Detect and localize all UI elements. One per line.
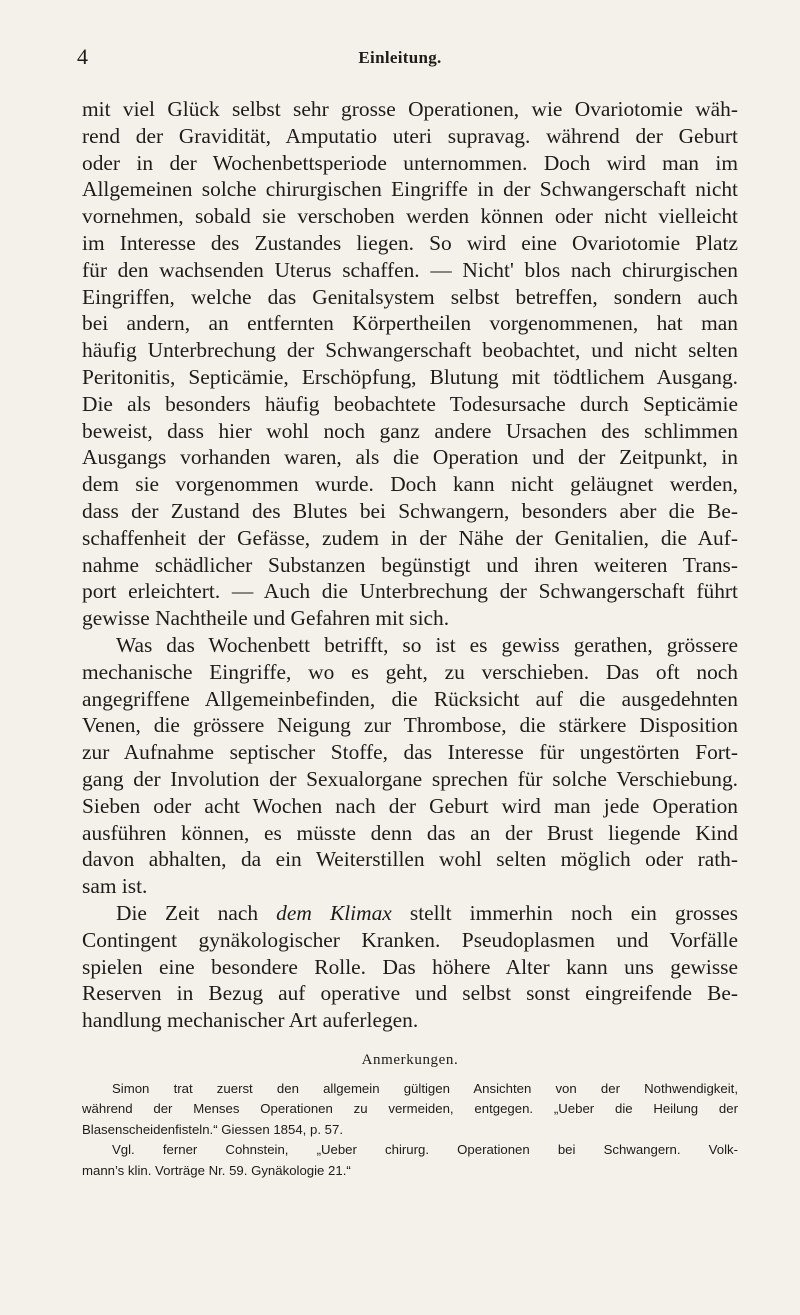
text-line: Reserven in Bezug auf operative und selbst sonst eingreifende Be-: [82, 981, 738, 1006]
page-header: [0, 44, 800, 74]
text-line: Peritonitis, Septicämie, Erschöpfung, Blutung mit tödtlichem Ausgang.: [82, 364, 738, 389]
page-number: 4: [77, 44, 88, 69]
text-line: Contingent gynäkologischer Kranken. Pseudoplasmen und Vorfälle: [82, 927, 738, 952]
text-line: gewisse Nachtheile und Gefahren mit sich.: [82, 606, 450, 631]
text-line: Sieben oder acht Wochen nach der Geburt wird man jede Operation: [82, 793, 738, 818]
text-line: häufig Unterbrechung der Schwangerschaft beobachtet, und nicht selten: [82, 338, 738, 363]
text-line: vornehmen, sobald sie verschoben werden können oder nicht vielleicht: [82, 204, 738, 229]
text-line: spielen eine besondere Rolle. Das höhere Alter kann uns gewisse: [82, 954, 738, 979]
paragraph-2: [82, 632, 738, 900]
notes-heading: Anmerkungen.: [361, 1051, 459, 1068]
text-line: dem sie vorgenommen wurde. Doch kann nicht geläugnet werden,: [82, 472, 738, 497]
text-line: nahme schädlicher Substanzen begünstigt und ihren weiteren Trans-: [82, 552, 738, 577]
text-line: ausführen können, es müsste denn das an der Brust liegende Kind: [82, 820, 738, 845]
text-line: mit viel Glück selbst sehr grosse Operationen, wie Ovariotomie wäh-: [82, 97, 738, 121]
note-line: mann’s klin. Vorträge Nr. 59. Gynäkologie 21.“: [82, 1162, 351, 1178]
footnote-2: [82, 1140, 738, 1181]
text-line: zur Aufnahme septischer Stoffe, das Interesse für ungestörten Fort-: [82, 740, 738, 765]
text-line: handlung mechanischer Art auferlegen.: [82, 1008, 419, 1033]
text-fragment: stellt immerhin noch ein grosses: [391, 900, 738, 925]
text-line: dass der Zustand des Blutes bei Schwangern, besonders aber die Be-: [82, 498, 738, 523]
text-line: Ausgangs vorhanden waren, als die Operation und der Zeitpunkt, in: [82, 445, 738, 470]
emphasis-klimax: dem Klimax: [276, 900, 392, 925]
note-line: Blasenscheidenfisteln.“ Giessen 1854, p. 57.: [82, 1121, 343, 1137]
text-line: rend der Gravidität, Amputatio uteri supravag. während der Geburt: [82, 123, 738, 148]
text-line: Eingriffen, welche das Genitalsystem selbst betreffen, sondern auch: [82, 284, 738, 309]
text-line: port erleichtert. — Auch die Unterbrechung der Schwangerschaft führt: [82, 579, 738, 604]
footnote-1: [82, 1079, 738, 1141]
running-head: Einleitung.: [358, 48, 442, 67]
paragraph-3: [82, 900, 738, 1034]
text-line: sam ist.: [82, 874, 148, 899]
text-fragment: Die Zeit nach: [116, 900, 277, 925]
text-line: mechanische Eingriffe, wo es geht, zu verschieben. Das oft noch: [82, 659, 738, 684]
paragraph-1: [82, 96, 738, 632]
text-line: Was das Wochenbett betrifft, so ist es gewiss gerathen, grössere: [116, 632, 738, 657]
main-text: [82, 96, 738, 1181]
text-line: im Interesse des Zustandes liegen. So wird eine Ovariotomie Platz: [82, 230, 738, 255]
text-line: Venen, die grössere Neigung zur Thrombose, die stärkere Disposition: [82, 713, 738, 738]
text-line: gang der Involution der Sexualorgane sprechen für solche Verschiebung.: [82, 766, 738, 791]
note-line: während der Menses Operationen zu vermeiden, entgegen. „Ueber die Heilung der: [82, 1101, 738, 1117]
text-line: oder in der Wochenbettsperiode unternommen. Doch wird man im: [82, 150, 738, 175]
text-line: bei andern, an entfernten Körpertheilen vorgenommenen, hat man: [82, 311, 738, 336]
text-line: davon abhalten, da ein Weiterstillen wohl selten möglich oder rath-: [82, 847, 738, 872]
text-line: für den wachsenden Uterus schaffen. — Nicht' blos nach chirurgischen: [82, 257, 738, 282]
text-line: Allgemeinen solche chirurgischen Eingriffe in der Schwangerschaft nicht: [82, 177, 738, 202]
text-line: schaffenheit der Gefässe, zudem in der Nähe der Genitalien, die Auf-: [82, 525, 738, 550]
text-line: angegriffene Allgemeinbefinden, die Rücksicht auf die ausgedehnten: [82, 686, 738, 711]
text-line: beweist, dass hier wohl noch ganz andere Ursachen des schlimmen: [82, 418, 738, 443]
note-line: Vgl. ferner Cohnstein, „Ueber chirurg. Operationen bei Schwangern. Volk-: [112, 1142, 738, 1158]
text-line: Die als besonders häufig beobachtete Todesursache durch Septicämie: [82, 391, 738, 416]
note-line: Simon trat zuerst den allgemein gültigen Ansichten von der Nothwendigkeit,: [112, 1080, 738, 1096]
text-line: [82, 900, 738, 927]
